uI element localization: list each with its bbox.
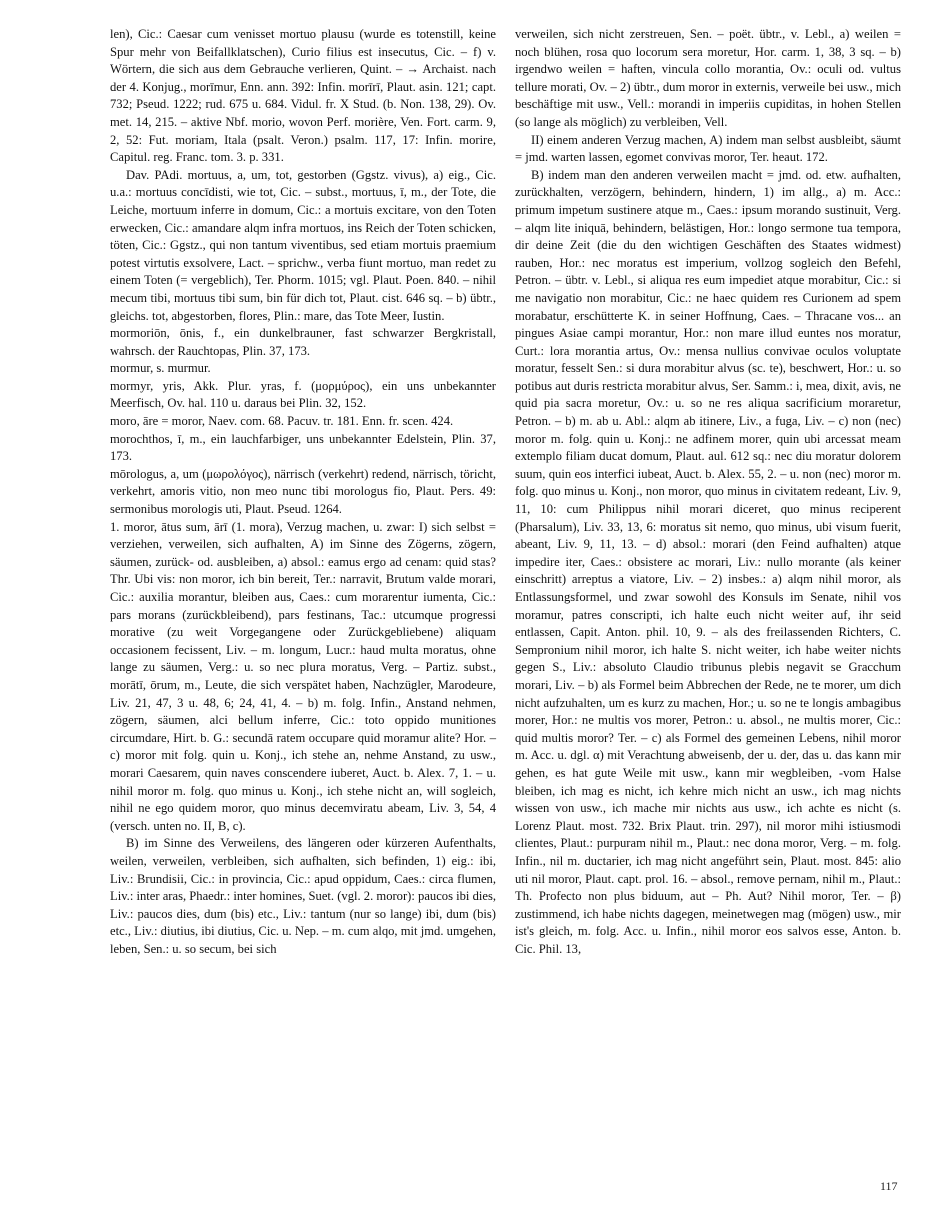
entry-paragraph: Dav. PAdi. mortuus, a, um, tot, gestorben (Ggstz. vivus), a) eig., Cic. u.a.: mortuus concīdisti, wie tot, Cic. – subst., mortuus, ī, m., der Tote, die Leiche, mortuum inferre in domum, Cic.: a mortuis excitare, von den Toten erwecken, Cic.: amandare alqm infra mortuos, ins Reich der Toten schicken, töten, Cic.: Ggstz., qui non tantum viventibus, sed etiam mortuis praemium potest virtutis exsolvere, Lact. – sprichw., verba fiunt mortuo, man redet zu einem Toten (= vergeblich), Ter. Phorm. 1015; vgl. Plaut. Poen. 840. – nihil mecum tibi, mortuus tibi sum, bin für dich tot, Plaut. cist. 646 sq. – b) übtr., gleichs. tot, abgestorben, flores, Plin.: mare, das Tote Meer, Iustin. [110,167,496,323]
entry-morologus: mōrologus, a, um (μωρολόγος), närrisch (verkehrt) redend, närrisch, töricht, verkehrt, amoris vitio, non meo nunc tibi morologus fio, Plaut. Pers. 49: sermonibus morologis uti, Plaut. Pseud. 1264. [110,466,496,517]
entry-paragraph: B) indem man den anderen verweilen macht = jmd. od. etw. aufhalten, zurückhalten, verzögern, behindern, hindern, 1) im allg., a) m. Acc.: primum impetum sustinere atque m., Caes.: ipsum morando sustinuit, Verg. – alqm lite iniquā, behindern, belästigen, Hor.: longo sermone tua tempora, dir deine Zeit (die du den wichtigen Geschäften des Staates widmest) rauben, Hor.: nec moratus est imperium, vollzog sogleich den Befehl, Petron. – übtr. v. Lebl., si aliqua res eum impediet atque morabitur, Cic.: si me navigatio non morabitur, Cic.: ne haec quidem res Curionem ad spem morabatur, erschütterte K. in seiner Hoffnung, Caes. – Thracane vos... an pingues Asiae campi morantur, Hor.: non mare illud euntes nos moratur, Curt.: lora morantia artus, Ov.: mensa nullius convivae oculos voluptate moratur, fesselt Sen.: si dura morabitur alvus (sc. te), beschwert, Hor.: u. so potibus aut duris restricta morabitur alvus, Ser. Samm.: i, mea, dixit, avis, ne quid pia sacra moretur, Ov.: u. so ne res aliqua sacrificium moraretur, Petron. – b) m. ab u. Abl.: alqm ab itinere, Liv., a fuga, Liv. – c) non (nec) moror m. folg. quin u. Konj.: ne adfinem morer, quin ubi arcessat meam extemplo filiam ducat domum, Plaut. aul. 612 sq.: nec diu moratur dolorem suum, quin eos interfici iubeat, Auct. b. Alex. 55, 2. – u. non (nec) moror m. folg. quo minus u. Konj., non moror, quo minus in civitatem redeant, Liv. 9, 11, 10: cum Philippus nihil morari diceret, quo minus reciperent (Pharsalum), Liv. 33, 13, 6: moratus sit nemo, quo minus, ubi visum fuerit, abeant, Liv. 9, 11, 13. – d) absol.: morari (den Feind aufhalten) atque impedire iter, Caes.: obsistere ac morari, Liv.: nullo morante (als keiner einschritt) arreptus a viatore, Liv. – 2) insbes.: a) alqm nihil moror, als Entlassungsformel, und zwar sowohl des Konsuls im Senate, nihil vos moramur, patres conscripti, ich halte euch nicht weiter auf, ihr seid entlassen, Capit. Anton. phil. 10, 9. – als des freilassenden Richters, C. Sempronium nihil moror, ich halte S. nicht weiter, ich habe weiter nichts gegen S., Liv.: absoluto Claudio tribunus plebis negavit se Gracchum morari, Liv. – b) als Formel beim Abbrechen der Rede, ne te morer, um dich nicht aufzuhalten, um es kurz zu machen, Hor.; u. so ne te longis ambagibus morer, Hor.: ne multis vos morer, Petron.: u. absol., ne multis morer, Cic.: quid multis moror? Ter. – c) als Formel des gemeinen Lebens, nihil moror m. Acc. u. dgl. α) mit Verachtung abweisenb, der u. der, das u. das kann mir gehen, es hat gute Weile mit usw., kann mir wegbleiben, -vom Halse bleiben, ich mag es nicht, ich kehre mich nicht an usw., ich mag nichts wissen von usw., ich mache mir nichts aus usw., ich achte es nicht (s. Lorenz Plaut. most. 732. Brix Plaut. trin. 297), nil moror mihi istiusmodi clientes, Plaut.: purpuram nihil m., Plaut.: nec dona moror, Verg. – m. folg. Infin., nil m. ductarier, ich mag nicht angeführt sein, Plaut. most. 845: alio uti nil moror, Plaut. capt. prol. 16. – absol., remove pernam, nihil m., Plaut.: Th. Profecto non plus biduum, aut – Ph. Aut? Nihil moror, Ter. – β) zustimmend, ich habe nichts dagegen, meinetwegen mag (mögen) usw., mir ist's gleich, m. folg. Acc. u. Infin., nihil moror eos salvos esse, Anton. b. Cic. Phil. 13, [515,167,901,956]
entry-mormorion: mormoriōn, ōnis, f., ein dunkelbrauner, fast schwarzer Bergkristall, wahrsch. der Rauchtopas, Plin. 37, 173. [110,326,496,358]
page-number: 117 [880,1179,898,1193]
entry-paragraph: B) im Sinne des Verweilens, des längeren oder kürzeren Aufenthalts, weilen, verweilen, verbleiben, sich aufhalten, sich befinden, 1) eig.: ibi, Liv.: Brundisii, Cic.: in provincia, Cic.: apud oppidum, Caes.: circa flumen, Liv.: inter aras, Phaedr.: inter homines, Suet. (vgl. 2. moror): paucos ibi dies, Liv.: paucos dies, dum (bis) etc., Liv.: tantum (nur so lange) ibi, dum (bis) etc., Liv.: diutius, ibi diutius, Cic. u. Nep. – m. cum alqo, mit jmd. umgehen, leben, Sen.: u. so secum, bei sich [110,836,497,956]
left-column [110,26,496,958]
right-column [515,26,901,958]
entry-mormur: mormur, s. murmur. [110,361,211,376]
entry-moror: 1. moror, ātus sum, ārī (1. mora), Verzug machen, u. zwar: I) sich selbst = verziehen, verweilen, sich aufhalten, A) im Sinne des Zögerns, zögern, säumen, zurück- od. ausbleiben, a) absol.: eamus ergo ad cenam: quid stas? Thr. Ubi vis: non moror, ich bin bereit, Ter.: narravit, Brutum valde morari, Cic.: auxilia morantur, bleiben aus, Caes.: cum morarentur iumenta, Cic.: pars morans (zurückbleibend), pars festinans, Tac.: utcumque progressi morative (zu weit Vorgegangene oder Zurückgebliebene) aliquam occasionem fecissent, Liv. – m. longum, Lucr.: haud multa moratus, ohne lange zu säumen, Verg.: u. so nec plura moratus, Verg. – Partiz. subst., morātī, ōrum, m., Leute, die sich verspätet haben, Nachzügler, Marodeure, Liv. 21, 47, 3 u. 48, 6; 24, 41, 4. – b) m. folg. Infin., Anstand nehmen, zögern, säumen, alci bellum inferre, Cic.: toto oppido munitiones circumdare, Hirt. b. G.: secundā ratem occupare quid moramur alite? Hor. – c) moror mit folg. quin u. Konj., ich stehe an, nehme Anstand, zu usw., morari Caesarem, quin naves conscendere iuberet, Auct. b. Alex. 7, 1. – u. nihil moror m. folg. quo minus u. Konj., ich stehe nicht an, will sogleich, nihil ne ego quidem moror, quo minus decemviratu abeam, Liv. 3, 54, 4 (versch. unten no. II, B, c). [110,519,496,833]
entry-moro: moro, āre = moror, Naev. com. 68. Pacuv. tr. 181. Enn. fr. scen. 424. [110,414,454,429]
entry-morochthos: morochthos, ī, m., ein lauchfarbiger, uns unbekannter Edelstein, Plin. 37, 173. [110,431,496,464]
entry-paragraph: verweilen, sich nicht zerstreuen, Sen. – poët. übtr., v. Lebl., a) weilen = noch blühen, rosa quo locorum sera moretur, Hor. carm. 1, 38, 3 sq. – b) irgendwo weilen = haften, vincula collo morantia, Ov.: oculi od. vultus tellure morati, Ov. – 2) übtr., dum moror in externis, verweile bei usw., mich beschäftige mit usw., Vell.: morandi in imperiis cupiditas, in hohen Stellen (so lange als möglich) zu verbleiben, Vell. [515,27,901,129]
entry-paragraph: len), Cic.: Caesar cum venisset mortuo plausu (wurde es totenstill, keine Spur mehr von Beifallklatschen), Curio filius est insecutus, Cic. – f) v. Wörtern, die sich aus dem Gebrauche verlieren, Quint. – → Archaist. nach der 4. Konjug., morīmur, Enn. ann. 392: Infin. morīrī, Plaut. asin. 121; capt. 732; Pseud. 1222; rud. 675 u. 684. Vidul. fr. X Stud. (b. Non. 138, 29). Ov. met. 14, 215. – aktive Nbf. morio, wovon Perf. morière, Ven. Fort. carm. 9, 2, 52: Fut. moriam, Itala (psalt. Veron.) psalm. 117, 17: Infin. morire, Capitul. reg. Franc. tom. 3. p. 331. [110,27,496,165]
entry-mormyr: mormyr, yris, Akk. Plur. yras, f. (μορμύρος), ein uns unbekannter Meerfisch, Ov. hal. 110 u. daraus bei Plin. 32, 152. [110,378,496,411]
entry-paragraph: II) einem anderen Verzug machen, A) indem man selbst ausbleibt, säumt = jmd. warten lassen, egomet convivas moror, Ter. heaut. 172. [515,132,901,165]
